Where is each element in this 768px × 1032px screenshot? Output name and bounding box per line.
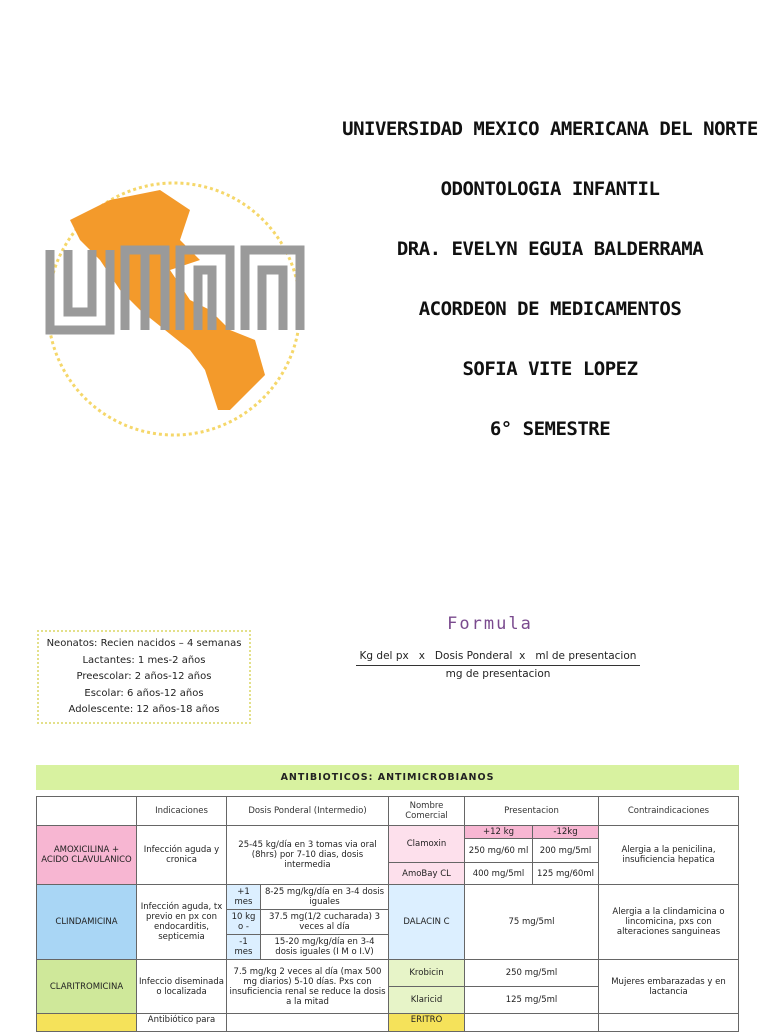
- drug-dose: 25-45 kg/día en 3 tomas via oral (8hrs) por 7-10 dias, dosis intermedia: [227, 826, 389, 885]
- drug-dose: 7.5 mg/kg 2 veces al día (max 500 mg diarios) 5-10 días. Pxs con insuficiencia renal se reduce la dosis a la mitad: [227, 960, 389, 1014]
- age-group: Lactantes: 1 mes-2 años: [82, 654, 206, 666]
- drug-indication: Infección aguda, tx previo en px con endocarditis, septicemia: [137, 885, 227, 960]
- presentation-value: [465, 1014, 599, 1032]
- dose-value: 37.5 mg(1/2 cucharada) 3 veces al día: [261, 910, 389, 935]
- dose-value: 15-20 mg/kg/día en 3-4 dosis iguales (I M o I.V): [261, 935, 389, 960]
- section-title: ANTIBIOTICOS: ANTIMICROBIANOS: [36, 765, 739, 790]
- presentation-value: 400 mg/5ml: [465, 863, 533, 885]
- drug-name: CLARITROMICINA: [37, 960, 137, 1014]
- header-brand: Nombre Comercial: [389, 797, 465, 826]
- student-name: SOFIA VITE LOPEZ: [462, 358, 638, 380]
- age-group: Neonatos: Recien nacidos – 4 semanas: [46, 638, 242, 649]
- drug-contra: [599, 1014, 739, 1032]
- brand-name: ERITRO: [389, 1014, 465, 1032]
- drug-name: [37, 1014, 137, 1032]
- brand-name: Klaricid: [389, 987, 465, 1014]
- drug-dose: [227, 1014, 389, 1032]
- header-presentation: Presentacion: [465, 797, 599, 826]
- drug-indication: Infección aguda y cronica: [137, 826, 227, 885]
- table-row: [37, 826, 739, 839]
- age-range: +1 mes: [227, 885, 261, 910]
- brand-name: Krobicin: [389, 960, 465, 987]
- antibiotics-table: [36, 796, 739, 1032]
- age-group: Preescolar: 2 años-12 años: [76, 671, 212, 682]
- presentation-value: 250 mg/60 ml: [465, 839, 533, 863]
- age-range: -1 mes: [227, 935, 261, 960]
- header-blank: [37, 797, 137, 826]
- course-name: ODONTOLOGIA INFANTIL: [440, 178, 660, 200]
- age-group: Escolar: 6 años-12 años: [84, 687, 204, 699]
- drug-name: CLINDAMICINA: [37, 885, 137, 960]
- drug-contra: Mujeres embarazadas y en lactancia: [599, 960, 739, 1014]
- semester: 6° SEMESTRE: [489, 418, 611, 440]
- university-name: UNIVERSIDAD MEXICO AMERICANA DEL NORTE: [342, 118, 758, 140]
- brand-name: AmoBay CL: [389, 863, 465, 885]
- drug-name: AMOXICILINA + ACIDO CLAVULANICO: [37, 826, 137, 885]
- presentation-value: 250 mg/5ml: [465, 960, 599, 987]
- age-group: Adolescente: 12 años-18 años: [68, 704, 220, 715]
- age-groups-box: [37, 630, 251, 724]
- brand-name: Clamoxin: [389, 826, 465, 863]
- table-row: [37, 1014, 739, 1032]
- weight-label: +12 kg: [465, 826, 533, 839]
- formula-numerator: Kg del px x Dosis Ponderal x ml de presentacion: [359, 650, 637, 662]
- table-row: [37, 960, 739, 987]
- drug-indication: Antibiótico para: [137, 1014, 227, 1032]
- presentation-value: 125 mg/5ml: [465, 987, 599, 1014]
- age-range: 10 kg o -: [227, 910, 261, 935]
- presentation-value: 200 mg/5ml: [533, 839, 599, 863]
- formula-divider: [356, 665, 640, 666]
- header-indications: Indicaciones: [137, 797, 227, 826]
- header-contra: Contraindicaciones: [599, 797, 739, 826]
- table-row: [37, 885, 739, 910]
- header-dose: Dosis Ponderal (Intermedio): [227, 797, 389, 826]
- drug-contra: Alergia a la penicilina, insuficiencia hepatica: [599, 826, 739, 885]
- presentation-value: 75 mg/5ml: [465, 885, 599, 960]
- uman-logo: [40, 180, 308, 438]
- presentation-value: 125 mg/60ml: [533, 863, 599, 885]
- drug-contra: Alergia a la clindamicina o lincomicina, pxs con alteraciones sanguineas: [599, 885, 739, 960]
- dose-value: 8-25 mg/kg/día en 3-4 dosis iguales: [261, 885, 389, 910]
- formula-title: Formula: [447, 614, 533, 634]
- teacher-name: DRA. EVELYN EGUIA BALDERRAMA: [396, 238, 704, 260]
- table-header-row: [37, 797, 739, 826]
- weight-label: -12kg: [533, 826, 599, 839]
- brand-name: DALACIN C: [389, 885, 465, 960]
- topic-title: ACORDEON DE MEDICAMENTOS: [418, 298, 682, 320]
- formula-denominator: mg de presentacion: [445, 668, 551, 680]
- drug-indication: Infeccio diseminada o localizada: [137, 960, 227, 1014]
